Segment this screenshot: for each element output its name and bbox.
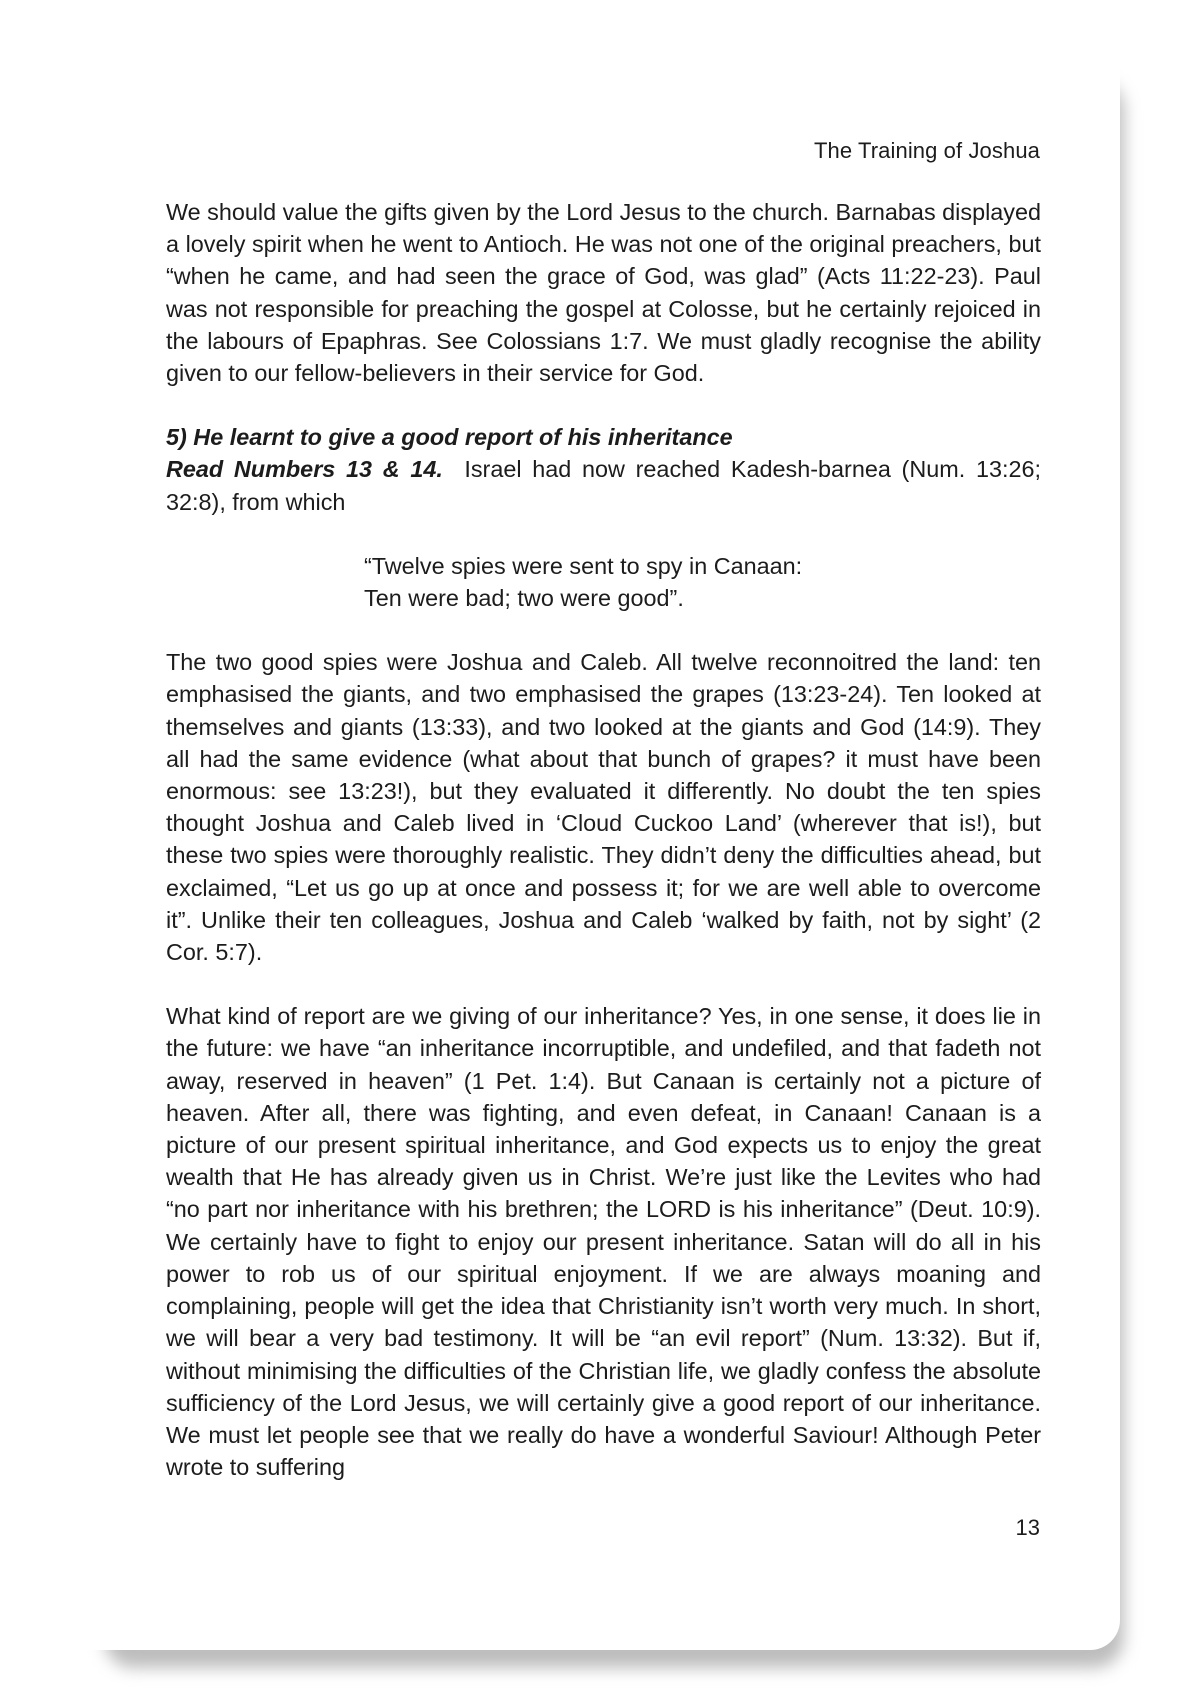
reading-label: Read Numbers 13 & 14. bbox=[166, 456, 443, 483]
paragraph-inheritance: What kind of report are we giving of our inheritance? Yes, in one sense, it does lie in the future: we have “an inheritance incorruptible, and undefiled, and that fadeth not away, reserved in heaven” (1 Pet. 1:4). But Canaan is certainly not a picture of heaven. After all, there was fighting, and even defeat, in Canaan! Canaan is a picture of our present spiritual inheritance, and God expects us to enjoy the great wealth that He has already given us in Christ. We’re just like the Levites who had “no part nor inheritance with his brethren; the LORD is his inheritance” (Deut. 10:9). We certainly have to fight to enjoy our present inheritance. Satan will do all in his power to rob us of our spiritual enjoyment. If we are always moaning and complaining, people will get the idea that Christianity isn’t worth very much. In short, we will bear a very bad testimony. It will be “an evil report” (Num. 13:32). But if, without minimising the difficulties of the Christian life, we gladly confess the absolute sufficiency of the Lord Jesus, we will certainly give a good report of our inheritance. We must let people see that we really do have a wonderful Saviour! Although Peter wrote to suffering bbox=[166, 1003, 1041, 1481]
quote-line-2: Ten were bad; two were good”. bbox=[364, 585, 684, 612]
running-head: The Training of Joshua bbox=[813, 138, 1040, 163]
reading-text: Israel had now reached Kadesh-barnea (Num. 13:26; 32:8), from which bbox=[166, 456, 1041, 515]
paragraph-gifts: We should value the gifts given by the Lord Jesus to the church. Barnabas displayed a lovely spirit when he went to Antioch. He was not one of the original preachers, but “when he came, and had seen the grace of God, was glad” (Acts 11:22-23). Paul was not responsible for preaching the gospel at Colosse, but he certainly rejoiced in the labours of Epaphras. See Colossians 1:7. We must gladly recognise the ability given to our fellow-believers in their service for God. bbox=[166, 199, 1041, 387]
paragraph-gap bbox=[166, 518, 1041, 550]
reading-paragraph bbox=[166, 453, 1041, 517]
paragraph-spies: The two good spies were Joshua and Caleb. All twelve reconnoitred the land: ten emphasised the giants, and two emphasised the grapes (13:23-24). Ten looked at themselves and giants (13:33), and two looked at the giants and God (14:9). They all had the same evidence (what about that bunch of grapes? it must have been enormous: see 13:23!), but they evaluated it differently. No doubt the ten spies thought Joshua and Caleb lived in ‘Cloud Cuckoo Land’ (wherever that is!), but these two spies were thoroughly realistic. They didn’t deny the difficulties ahead, but exclaimed, “Let us go up at once and possess it; for we are well able to overcome it”. Unlike their ten colleagues, Joshua and Caleb ‘walked by faith, not by sight’ (2 Cor. 5:7). bbox=[166, 649, 1041, 966]
quote-line-1: “Twelve spies were sent to spy in Canaan: bbox=[364, 552, 803, 579]
paragraph-gap bbox=[166, 968, 1041, 1000]
paragraph-gap bbox=[166, 389, 1041, 421]
spies-quote bbox=[364, 550, 1041, 614]
page-body bbox=[166, 196, 1041, 1483]
page-number: 13 bbox=[1015, 1515, 1040, 1540]
section-heading: 5) He learnt to give a good report of his inheritance bbox=[166, 424, 733, 451]
paragraph-gap bbox=[166, 614, 1041, 646]
